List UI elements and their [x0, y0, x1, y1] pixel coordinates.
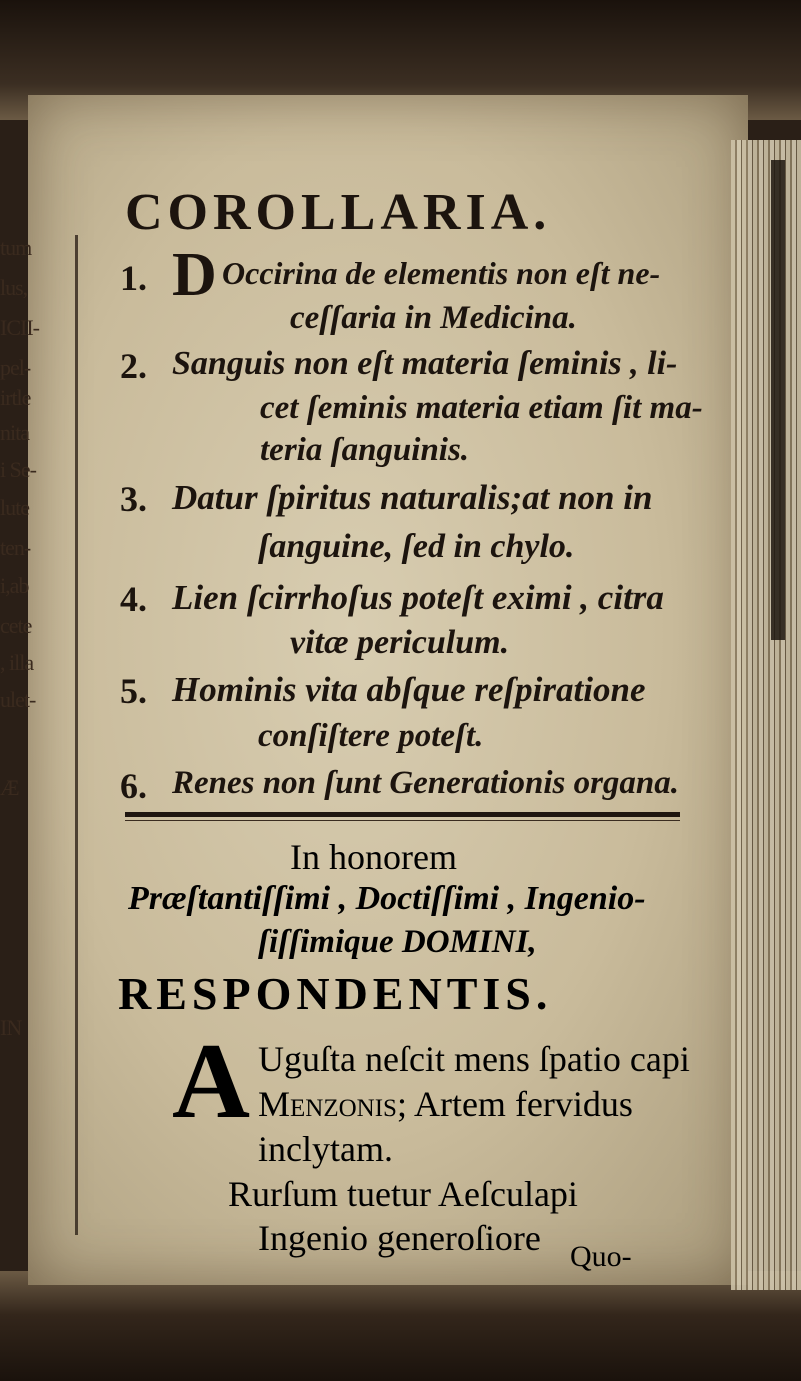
dedication-line: ſiſſimique DOMINI, — [258, 924, 537, 960]
margin-fragment: Æ — [0, 775, 19, 800]
respondentis-heading: RESPONDENTIS. — [118, 968, 553, 1019]
corollary-number: 4. — [120, 579, 147, 619]
verse-line: Ingenio generoſiore — [258, 1218, 541, 1258]
corollary-text: Sanguis non eſt materia ſeminis , li- — [172, 345, 678, 382]
corollary-text: Lien ſcirrhoſus poteſt eximi , citra — [172, 578, 664, 617]
corollary-text: Occirina de elementis non eſt ne- — [222, 255, 661, 291]
margin-fragment: lute — [0, 495, 29, 520]
corollary-text: teria ſanguinis. — [260, 432, 470, 468]
verse-line: inclytam. — [258, 1129, 393, 1169]
margin-fragment: i,ab — [0, 573, 29, 598]
drop-cap: D — [172, 241, 217, 309]
corollary-text: conſiſtere poteſt. — [258, 718, 484, 754]
margin-fragment: cete — [0, 613, 32, 638]
verse-line: Uguſta neſcit mens ſpatio capi — [258, 1039, 690, 1079]
corollary-text: Renes non ſunt Generationis organa. — [172, 765, 680, 801]
corollary-number: 2. — [120, 346, 147, 386]
margin-fragment: ICII- — [0, 315, 39, 340]
margin-fragment: ten- — [0, 535, 31, 560]
verse-smallcaps: Menzonis; — [258, 1084, 407, 1124]
page-heading: COROLLARIA. — [125, 184, 552, 241]
corollary-number: 5. — [120, 671, 147, 711]
verse-line — [258, 1083, 633, 1125]
margin-fragment: lus, — [0, 275, 28, 300]
catchword: Quo- — [570, 1240, 632, 1273]
verse-line: Rurſum tuetur Aeſculapi — [228, 1174, 578, 1214]
margin-fragment: nita — [0, 420, 29, 445]
margin-fragment: tum — [0, 235, 32, 260]
margin-fragment: ulet- — [0, 687, 36, 712]
margin-fragment: IN — [0, 1015, 22, 1040]
margin-fragment: irtle — [0, 385, 31, 410]
corollary-text: ſanguine, ſed in chylo. — [258, 528, 575, 565]
dedication-line: Præſtantiſſimi , Doctiſſimi , Ingenio- — [128, 880, 646, 917]
corollary-number: 1. — [120, 258, 147, 298]
corollary-text: vitæ periculum. — [290, 624, 510, 661]
margin-fragment: pel- — [0, 355, 31, 380]
margin-fragment: , illa — [0, 650, 34, 675]
corollary-text: Datur ſpiritus naturalis;at non in — [172, 478, 653, 517]
dedication-in-honorem: In honorem — [290, 837, 457, 877]
horizontal-rule — [125, 812, 680, 817]
verse-initial: A — [172, 1022, 250, 1141]
corollary-text: Hominis vita abſque reſpiratione — [172, 670, 646, 709]
verse-rest: Artem fervidus — [413, 1084, 633, 1124]
corollary-text: cet ſeminis materia etiam ſit ma- — [260, 390, 703, 426]
margin-fragment: i Se- — [0, 457, 36, 482]
horizontal-rule-thin — [125, 820, 680, 821]
corollary-text: ceſſaria in Medicina. — [290, 300, 577, 336]
corollary-number: 3. — [120, 479, 147, 519]
corollary-number: 6. — [120, 766, 147, 806]
